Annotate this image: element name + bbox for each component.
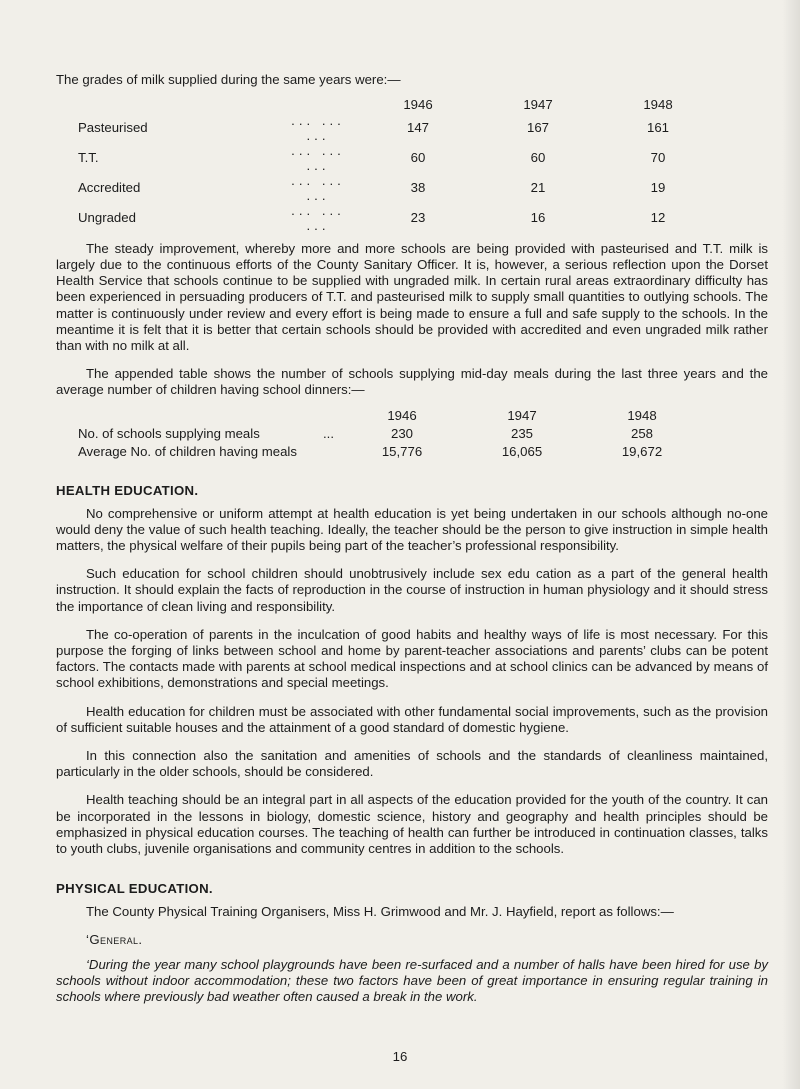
year-header: 1948 bbox=[627, 408, 657, 424]
table-cell: 21 bbox=[530, 180, 546, 196]
table-header-row bbox=[78, 407, 702, 425]
table-cell: 60 bbox=[410, 150, 426, 166]
health-paragraph: In this connection also the sanitation and amenities of schools and the standards of cleanliness maintained, particularly in the older schools, should be considered. bbox=[56, 747, 768, 780]
general-label: ‘General. bbox=[86, 932, 143, 948]
page-edge-shadow bbox=[782, 0, 800, 1089]
table-cell: 16 bbox=[530, 210, 546, 226]
health-paragraph: The co-operation of parents in the inculcation of good habits and healthy ways of life is most necessary. For this purpose the forging of links between school and home by parent-teacher associations and parents’ clubs can be potent factors. The contacts made with parents at school medical inspections and at school clinics can be advanced by means of school exhibitions, demonstrations and special meetings. bbox=[56, 626, 768, 691]
row-label: Ungraded bbox=[78, 210, 136, 226]
table-cell: 12 bbox=[650, 210, 666, 226]
table-row bbox=[78, 443, 702, 461]
health-paragraph: Such education for school children should unobtrusively include sex edu cation as a part of the general health instruction. It should explain the facts of reproduction in the course of instruction in human physiology and it should stress the importance of clean living and responsibility. bbox=[56, 566, 768, 614]
leader-dots: ... ... ... bbox=[291, 112, 345, 143]
year-header: 1947 bbox=[523, 96, 553, 112]
table-cell: 60 bbox=[530, 150, 546, 166]
year-header: 1946 bbox=[387, 408, 417, 424]
page-number: 16 bbox=[392, 1049, 408, 1064]
row-label: T.T. bbox=[78, 150, 99, 166]
table-cell: 19,672 bbox=[621, 444, 663, 460]
physical-education-heading: PHYSICAL EDUCATION. bbox=[56, 881, 213, 897]
year-header: 1948 bbox=[643, 96, 673, 112]
health-paragraph: Health teaching should be an integral part in all aspects of the education provided for the youth of the country. It can be incorporated in the lessons in biology, domestic science, history and geography and health principles should be emphasized in physical education courses. The teaching of health can further be introduced in continuation classes, talks to youth clubs, juvenile organisations and community centres in addition to the schools. bbox=[56, 792, 768, 856]
page-content bbox=[56, 72, 768, 1005]
table-cell: 70 bbox=[650, 150, 666, 166]
leader-dots: ... ... ... bbox=[291, 172, 345, 203]
table-cell: 38 bbox=[410, 180, 426, 196]
table-cell: 258 bbox=[630, 426, 653, 442]
health-paragraph: Health education for children must be associated with other fundamental social improvements, such as the provision of sufficient suitable houses and the attainment of a good standard of domestic hygiene. bbox=[56, 703, 768, 735]
table-cell: 23 bbox=[410, 210, 426, 226]
general-quote: ‘During the year many school playgrounds have been re-surfaced and a number of halls have been hired for use by schools without indoor accommodation; these two factors have been of great importance in ensuring regular training in schools where previously bad weather often caused a break in the work. bbox=[56, 956, 768, 1004]
year-header: 1947 bbox=[507, 408, 537, 424]
table-row bbox=[78, 113, 718, 143]
table-row bbox=[78, 143, 718, 173]
health-education-heading: HEALTH EDUCATION. bbox=[56, 482, 199, 498]
table-cell: 147 bbox=[406, 120, 429, 136]
row-label: Pasteurised bbox=[78, 120, 148, 136]
leader-dots: ... bbox=[323, 426, 334, 442]
table-cell: 235 bbox=[510, 426, 533, 442]
milk-grades-table bbox=[78, 96, 718, 233]
table-cell: 15,776 bbox=[381, 444, 423, 460]
milk-grades-intro: The grades of milk supplied during the same years were:— bbox=[56, 72, 401, 87]
row-label: Accredited bbox=[78, 180, 141, 196]
meals-intro-paragraph: The appended table shows the number of schools supplying mid-day meals during the last three years and the average number of children having school dinners:— bbox=[56, 366, 768, 398]
table-row bbox=[78, 425, 702, 443]
leader-dots: ... ... ... bbox=[291, 202, 345, 233]
table-header-row bbox=[78, 96, 718, 113]
meals-table bbox=[78, 407, 702, 461]
table-cell: 19 bbox=[650, 180, 666, 196]
year-header: 1946 bbox=[403, 96, 433, 112]
health-paragraph: No comprehensive or uniform attempt at health education is yet being undertaken in our schools although no-one would deny the value of such health teaching. Ideally, the teacher should be the person to give instruction in simple health matters, the physical welfare of their pupils being part of the teacher’s professional responsibility. bbox=[56, 505, 768, 553]
table-row bbox=[78, 203, 718, 233]
milk-paragraph: The steady improvement, whereby more and more schools are being provided with pasteurised and T.T. milk is largely due to the continuous efforts of the County Sanitary Officer. It is, however, a serious reflection upon the Dorset Health Service that schools continue to be supplied with ungraded milk. In certain rural areas extraordinary difficulty has been experienced in persuading producers of T.T. and pasteurised milk to supply small quantities to outlying schools. The matter is continuously under review and every effort is being made to ensure a full and safe supply to the schools. In the meantime it is felt that it is better that certain schools should be provided with accredited and even ungraded milk rather than with no milk at all. bbox=[56, 240, 768, 353]
physical-paragraph: The County Physical Training Organisers, Miss H. Grimwood and Mr. J. Hayfield, report as follows:— bbox=[86, 904, 674, 920]
table-row bbox=[78, 173, 718, 203]
table-cell: 16,065 bbox=[501, 444, 543, 460]
row-label: Average No. of children having meals bbox=[78, 444, 297, 460]
table-cell: 161 bbox=[646, 120, 669, 136]
row-label: No. of schools supplying meals bbox=[78, 426, 260, 442]
leader-dots: ... ... ... bbox=[291, 142, 345, 173]
table-cell: 230 bbox=[390, 426, 413, 442]
table-cell: 167 bbox=[526, 120, 549, 136]
